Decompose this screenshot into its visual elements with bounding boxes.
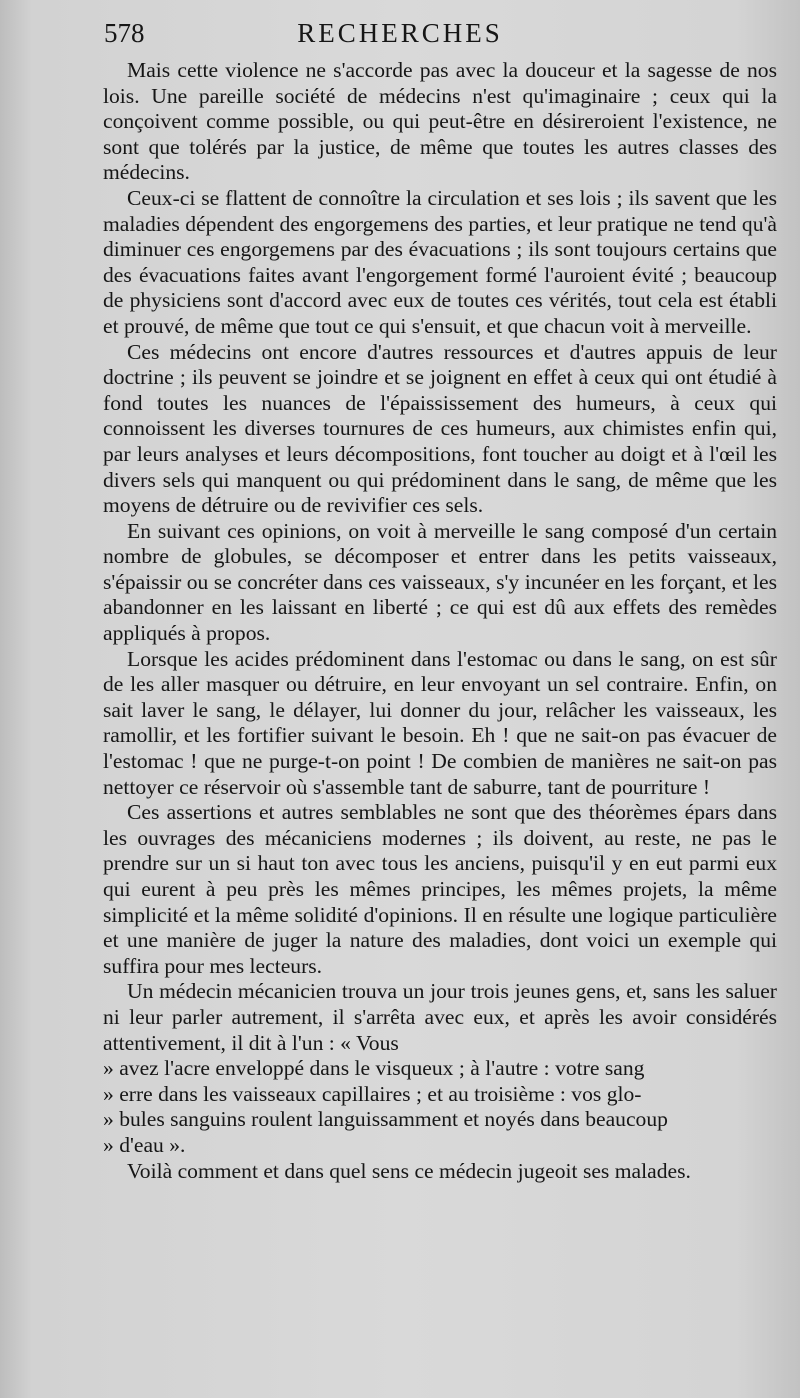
quote-line: » bules sanguins roulent languissamment et noyés dans beaucoup bbox=[103, 1107, 668, 1132]
paragraph: Ceux-ci se flattent de connoître la circulation et ses lois ; ils savent que les maladies dépendent des engorgemens des parties, et leur pratique ne tend qu'à diminuer ces engorgemens par des évacuations ; ils sont toujours certains que des évacuations faites avant l'engorgement formé l'auroient évité ; beaucoup de physiciens sont d'accord avec eux de toutes ces vérités, tout cela est établi et prouvé, de même que tout ce qui s'ensuit, et que chacun voit à merveille. bbox=[103, 185, 777, 338]
running-title: RECHERCHES bbox=[297, 18, 503, 48]
paragraph: Voilà comment et dans quel sens ce médecin jugeoit ses malades. bbox=[127, 1158, 691, 1183]
page-number: 578 bbox=[104, 18, 145, 48]
paragraph: Lorsque les acides prédominent dans l'estomac ou dans le sang, on est sûr de les aller masquer ou détruire, en leur envoyant un sel contraire. Enfin, on sait laver le sang, le délayer, lui donner du jour, relâcher les vaisseaux, les ramollir, et les fortifier suivant le besoin. Eh ! que ne sait-on pas évacuer de l'estomac ! que ne purge-t-on point ! De combien de manières ne sait-on pas nettoyer ce réservoir où s'assemble tant de saburre, tant de pourriture ! bbox=[103, 646, 777, 799]
body-text bbox=[103, 58, 777, 1184]
quote-line: » avez l'acre enveloppé dans le visqueux ; à l'autre : votre sang bbox=[103, 1056, 645, 1081]
paragraph: Mais cette violence ne s'accorde pas avec la douceur et la sagesse de nos lois. Une pareille société de médecins n'est qu'imaginaire ; ceux qui la conçoivent comme possible, ou qui peut-être en désireroient l'existence, ne sont que tolérés par la justice, de même que toutes les autres classes des médecins. bbox=[103, 58, 777, 185]
paragraph: Ces médecins ont encore d'autres ressources et d'autres appuis de leur doctrine ; ils peuvent se joindre et se joignent en effet à ceux qui ont étudié à fond toutes les nuances de l'épaississement des humeurs, à ceux qui connoissent les diverses tournures de ces humeurs, aux chimistes enfin qui, par leurs analyses et leurs décompositions, font toucher au doigt et à l'œil les divers sels qui manquent ou qui prédominent dans le sang, de même que les moyens de détruire ou de revivifier ces sels. bbox=[103, 339, 777, 518]
quote-line: » d'eau ». bbox=[103, 1132, 186, 1157]
paragraph: Un médecin mécanicien trouva un jour trois jeunes gens, et, sans les saluer ni leur parler autrement, il s'arrêta avec eux, et après les avoir considérés attentivement, il dit à l'un : « Vous bbox=[103, 979, 777, 1055]
quote-line: » erre dans les vaisseaux capillaires ; et au troisième : vos glo- bbox=[103, 1081, 642, 1106]
paragraph: En suivant ces opinions, on voit à merveille le sang composé d'un certain nombre de globules, se décomposer et entrer dans les petits vaisseaux, s'épaissir ou se concréter dans ces vaisseaux, s'y incunéer en les forçant, et les abandonner en les laissant en liberté ; ce qui est dû aux effets des remèdes appliqués à propos. bbox=[103, 518, 777, 646]
paragraph: Ces assertions et autres semblables ne sont que des théorèmes épars dans les ouvrages des mécaniciens modernes ; ils doivent, au reste, ne pas le prendre sur un si haut ton avec tous les anciens, puisqu'il y en eut parmi eux qui eurent à peu près les mêmes principes, les mêmes projets, la même simplicité et la même solidité d'opinions. Il en résulte une logique particulière et une manière de juger la nature des maladies, dont voici un exemple qui suffira pour mes lecteurs. bbox=[103, 800, 777, 978]
page-header bbox=[0, 14, 800, 54]
